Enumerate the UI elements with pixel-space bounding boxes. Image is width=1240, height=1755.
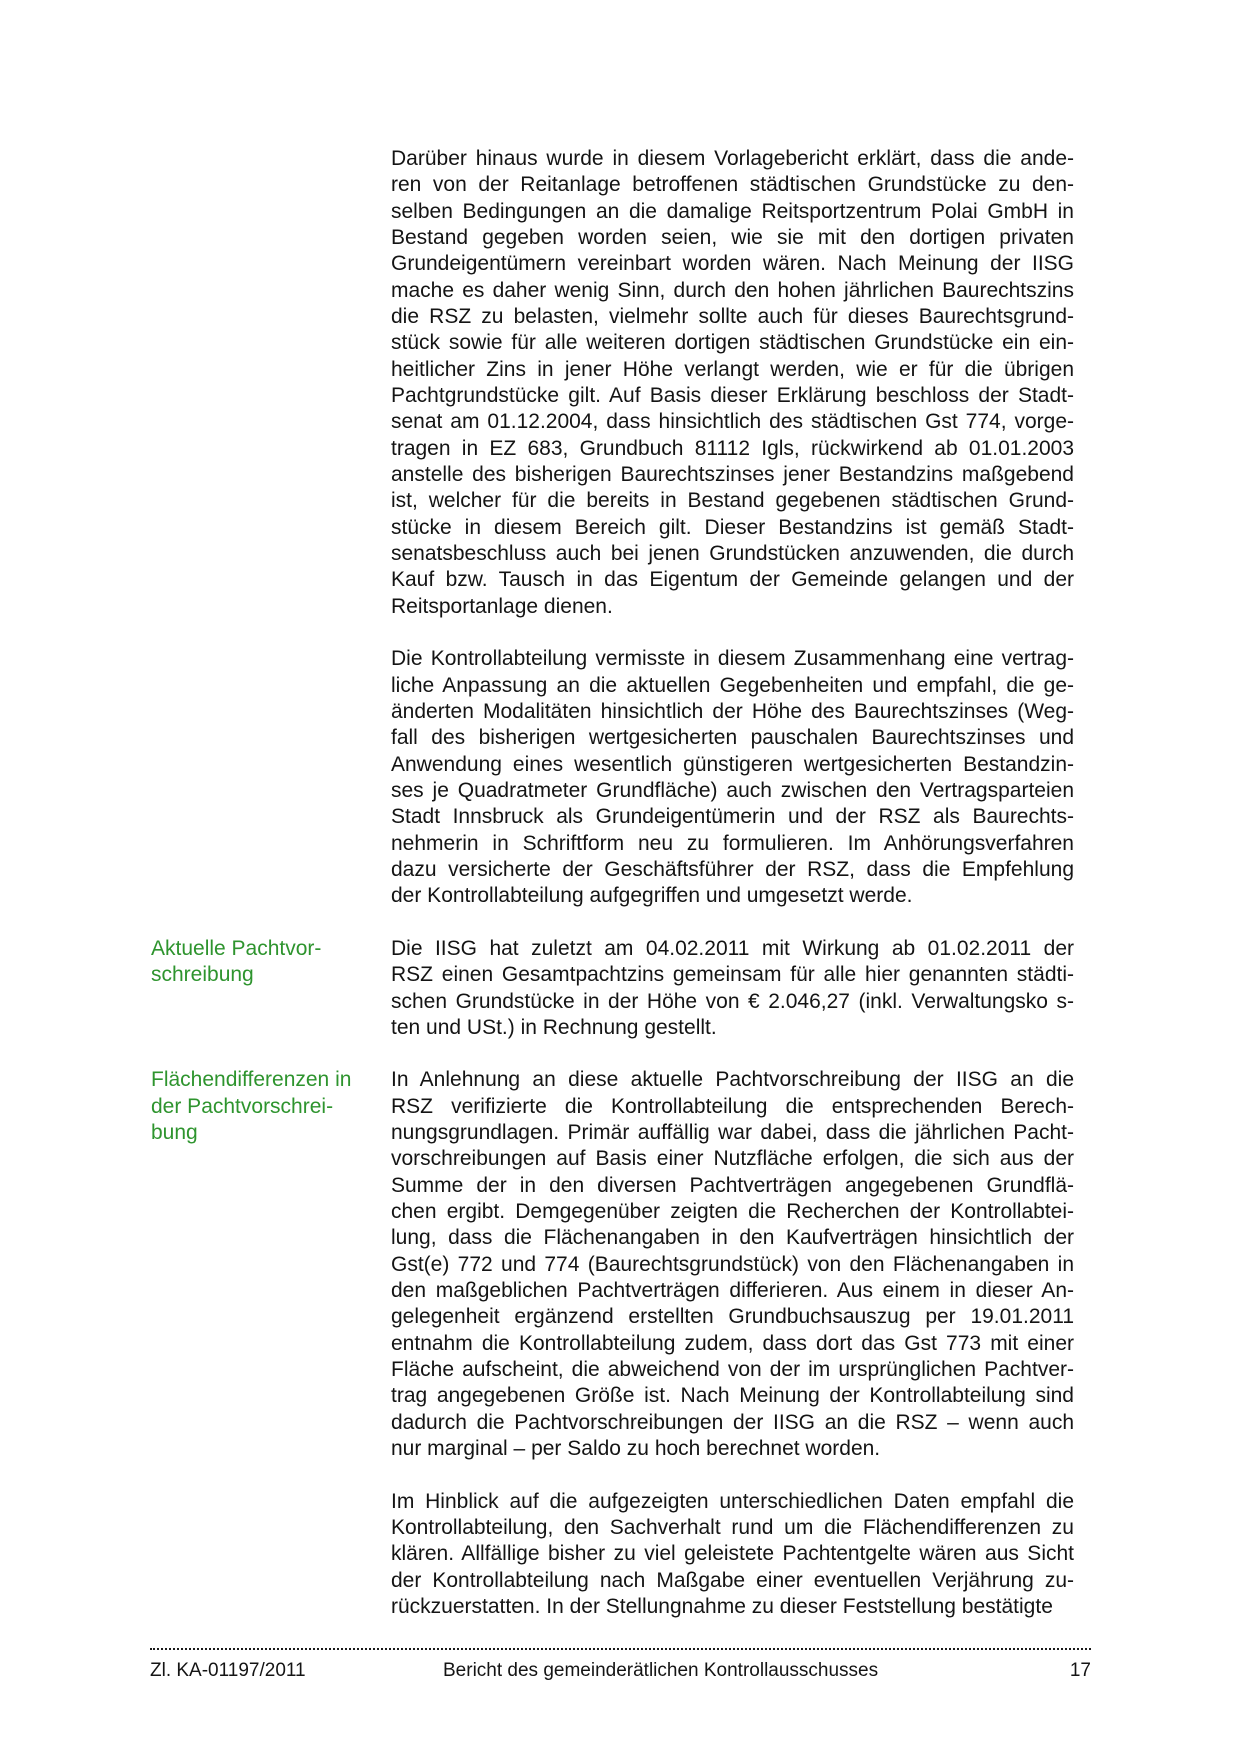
text-line: ist, welcher für die bereits in Bestand gegebenen städtischen Grund- — [391, 489, 1074, 513]
text-line: lung, dass die Flächenangaben in den Kaufverträgen hinsichtlich der — [391, 1226, 1074, 1250]
text-line: trag angegebenen Größe ist. Nach Meinung der Kontrollabteilung sind — [391, 1384, 1074, 1408]
text-line: Darüber hinaus wurde in diesem Vorlagebericht erklärt, dass die ande- — [391, 147, 1074, 170]
text-block — [391, 646, 1074, 909]
text-line: Pachtgrundstücke gilt. Auf Basis dieser Erklärung beschloss der Stadt- — [391, 383, 1074, 407]
text-line: Fläche aufscheint, die abweichend von der im ursprünglichen Pachtver- — [391, 1358, 1074, 1382]
text-line: selben Bedingungen an die damalige Reitsportzentrum Polai GmbH in — [391, 199, 1074, 223]
text-line: ses je Quadratmeter Grundfläche) auch zwischen den Vertragsparteien — [391, 778, 1074, 802]
text-line: änderten Modalitäten hinsichtlich der Höhe des Baurechtszinses (Weg- — [391, 699, 1074, 723]
text-line: entnahm die Kontrollabteilung zudem, dass dort das Gst 773 mit einer — [391, 1331, 1074, 1355]
margin-label-line: Aktuelle Pachtvor- — [151, 936, 322, 960]
text-line: RSZ verifizierte die Kontrollabteilung die entsprechenden Berech- — [391, 1094, 1074, 1118]
text-line: Im Hinblick auf die aufgezeigten unterschiedlichen Daten empfahl die — [391, 1489, 1074, 1513]
text-line: dadurch die Pachtvorschreibungen der IISG an die RSZ – wenn auch — [391, 1410, 1074, 1434]
margin-label — [151, 936, 387, 989]
text-line: stücke in diesem Bereich gilt. Dieser Bestandzins ist gemäß Stadt- — [391, 515, 1074, 539]
text-line: Die Kontrollabteilung vermisste in diesem Zusammenhang eine vertrag- — [391, 647, 1074, 671]
text-line: nungsgrundlagen. Primär auffällig war dabei, dass die jährlichen Pacht- — [391, 1121, 1074, 1145]
footer-reference: Zl. KA-01197/2011 — [150, 1660, 306, 1681]
text-line: die RSZ zu belasten, vielmehr sollte auch für dieses Baurechtsgrund- — [391, 304, 1074, 328]
text-line: vorschreibungen auf Basis einer Nutzfläche erfolgen, die sich aus der — [391, 1147, 1074, 1171]
report-body — [151, 146, 1074, 1620]
margin-label-line: bung — [151, 1121, 198, 1145]
text-line: tragen in EZ 683, Grundbuch 81112 Igls, rückwirkend ab 01.01.2003 — [391, 436, 1074, 460]
margin-label — [151, 1067, 387, 1146]
text-line: der Kontrollabteilung aufgegriffen und umgesetzt werde. — [391, 884, 913, 908]
text-line: Kontrollabteilung, den Sachverhalt rund um die Flächendifferenzen zu — [391, 1516, 1074, 1540]
text-line: nehmerin in Schriftform neu zu formulieren. Im Anhörungsverfahren — [391, 831, 1074, 855]
text-block — [151, 1067, 1074, 1462]
text-line: anstelle des bisherigen Baurechtszinses jener Bestandzins maßgebend — [391, 462, 1074, 486]
text-line: dazu versicherte der Geschäftsführer der RSZ, dass die Empfehlung — [391, 857, 1074, 881]
text-line: nur marginal – per Saldo zu hoch berechnet worden. — [391, 1437, 881, 1461]
text-line: Summe der in den diversen Pachtverträgen angegebenen Grundflä- — [391, 1173, 1074, 1197]
text-line: rückzuerstatten. In der Stellungnahme zu dieser Feststellung bestätigte — [391, 1595, 1053, 1619]
text-block — [151, 936, 1074, 1041]
text-block — [391, 146, 1074, 620]
page-footer — [150, 1659, 1091, 1685]
text-line: Gst(e) 772 und 774 (Baurechtsgrundstück) von den Flächenangaben in — [391, 1252, 1074, 1276]
text-line: Bestand gegeben worden seien, wie sie mit den dortigen privaten — [391, 225, 1074, 249]
footer-divider — [150, 1648, 1091, 1650]
text-line: Stadt Innsbruck als Grundeigentümerin und der RSZ als Baurechts- — [391, 805, 1074, 829]
margin-label-line: Flächendifferenzen in — [151, 1068, 352, 1092]
text-line: gelegenheit ergänzend erstellten Grundbuchsauszug per 19.01.2011 — [391, 1305, 1074, 1329]
text-line: stück sowie für alle weiteren dortigen städtischen Grundstücke ein ein- — [391, 331, 1074, 355]
text-line: fall des bisherigen wertgesicherten pauschalen Baurechtszinses und — [391, 726, 1074, 750]
text-line: senatsbeschluss auch bei jenen Grundstücken anzuwenden, die durch — [391, 541, 1074, 565]
text-line: der Kontrollabteilung nach Maßgabe einer eventuellen Verjährung zu- — [391, 1568, 1074, 1592]
margin-label-line: schreibung — [151, 963, 254, 987]
text-line: ren von der Reitanlage betroffenen städtischen Grundstücke zu den- — [391, 173, 1074, 197]
margin-label-line: der Pachtvorschrei- — [151, 1094, 334, 1118]
text-line: Kauf bzw. Tausch in das Eigentum der Gemeinde gelangen und der — [391, 568, 1074, 592]
text-line: chen ergibt. Demgegenüber zeigten die Recherchen der Kontrollabtei- — [391, 1200, 1074, 1224]
text-line: RSZ einen Gesamtpachtzins gemeinsam für alle hier genannten städti- — [391, 963, 1074, 987]
text-line: heitlicher Zins in jener Höhe verlangt werden, wie er für die übrigen — [391, 357, 1074, 381]
text-line: mache es daher wenig Sinn, durch den hohen jährlichen Baurechtszins — [391, 278, 1074, 302]
text-line: Anwendung eines wesentlich günstigeren wertgesicherten Bestandzin- — [391, 752, 1074, 776]
text-line: liche Anpassung an die aktuellen Gegebenheiten und empfahl, die ge- — [391, 673, 1074, 697]
text-line: Grundeigentümern vereinbart worden wären. Nach Meinung der IISG — [391, 252, 1074, 276]
text-line: In Anlehnung an diese aktuelle Pachtvorschreibung der IISG an die — [391, 1068, 1074, 1092]
text-block — [391, 1489, 1074, 1621]
footer-title: Bericht des gemeinderätlichen Kontrollausschusses — [443, 1660, 879, 1681]
text-line: Reitsportanlage dienen. — [391, 594, 613, 618]
text-line: schen Grundstücke in der Höhe von € 2.046,27 (inkl. Verwaltungsko s- — [391, 989, 1074, 1013]
text-line: senat am 01.12.2004, dass hinsichtlich des städtischen Gst 774, vorge- — [391, 410, 1074, 434]
footer-page-number: 17 — [1069, 1660, 1091, 1681]
text-line: ten und USt.) in Rechnung gestellt. — [391, 1015, 717, 1039]
text-line: klären. Allfällige bisher zu viel geleistete Pachtentgelte wären aus Sicht — [391, 1542, 1074, 1566]
text-line: Die IISG hat zuletzt am 04.02.2011 mit Wirkung ab 01.02.2011 der — [391, 936, 1074, 960]
text-line: den maßgeblichen Pachtverträgen differieren. Aus einem in dieser An- — [391, 1279, 1074, 1303]
